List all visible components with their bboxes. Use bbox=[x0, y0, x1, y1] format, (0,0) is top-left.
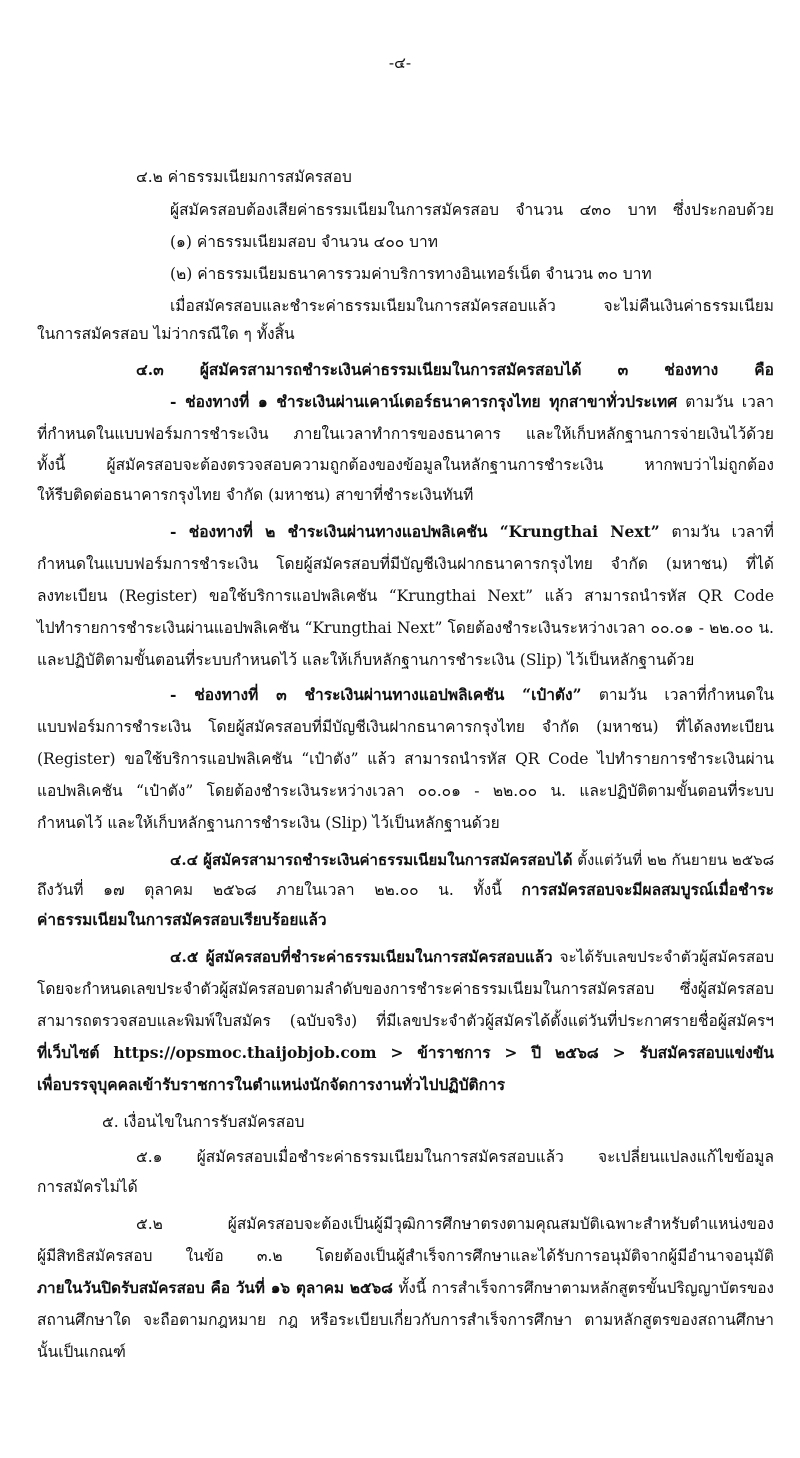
fee-item-2: (๒) ค่าธรรมเนียมธนาคารรวมค่าบริการทางอินเทอร์เน็ต จำนวน ๓๐ บาท bbox=[170, 265, 652, 283]
channel-3-line-3: (Register) ขอใช้บริการแอปพลิเคชัน “เป๋าตัง” แล้ว สามารถนำรหัส QR Code ไปทำรายการชำระเงินผ่าน bbox=[37, 750, 774, 768]
condition-5-1-line-2: การสมัครไม่ได้ bbox=[37, 1178, 138, 1196]
channel-3-line-5: กำหนดไว้ และให้เก็บหลักฐานการชำระเงิน (Slip) ไว้เป็นหลักฐานด้วย bbox=[37, 814, 500, 832]
channel-3-line-4: แอปพลิเคชัน “เป๋าตัง” โดยต้องชำระเงินระหว่างเวลา ๐๐.๐๑ - ๒๒.๐๐ น. และปฏิบัติตามขั้นตอนที่ระบบ bbox=[37, 782, 774, 800]
channel-2-title: - ช่องทางที่ ๒ ชำระเงินผ่านทางแอปพลิเคชัน “Krungthai Next” bbox=[170, 522, 660, 541]
payment-channels-heading: ๔.๓ ผู้สมัครสามารถชำระเงินค่าธรรมเนียมในการสมัครสอบได้ ๓ ช่องทาง คือ bbox=[136, 360, 774, 379]
channel-2-intro-rest: ตามวัน เวลาที่ bbox=[659, 523, 774, 541]
refund-line-1: เมื่อสมัครสอบและชำระค่าธรรมเนียมในการสมัครสอบแล้ว จะไม่คืนเงินค่าธรรมเนียม bbox=[170, 297, 774, 315]
channel-1-intro-rest: ตามวัน เวลา bbox=[677, 393, 774, 411]
refund-line-2: ในการสมัครสอบ ไม่ว่ากรณีใด ๆ ทั้งสิ้น bbox=[37, 325, 295, 343]
channel-2-line-2: กำหนดในแบบฟอร์มการชำระเงิน โดยผู้สมัครสอบที่มีบัญชีเงินฝากธนาคารกรุงไทย จำกัด (มหาชน) ที่ได้ bbox=[37, 555, 774, 573]
applicant-number-line-3: สามารถตรวจสอบและพิมพ์ใบสมัคร (ฉบับจริง) ที่มีเลขประจำตัวผู้สมัครได้ตั้งแต่วันที่ประกาศรายชื่อผู้สมัครฯ bbox=[37, 1012, 774, 1030]
payment-period-dates: ตั้งแต่วันที่ ๒๒ กันยายน ๒๕๖๘ bbox=[572, 851, 775, 869]
graduation-note: ทั้งนี้ การสำเร็จการศึกษาตามหลักสูตรขั้นปริญญาบัตรของ bbox=[392, 1279, 774, 1297]
channel-2-line-3: ลงทะเบียน (Register) ขอใช้บริการแอปพลิเคชัน “Krungthai Next” แล้ว สามารถนำรหัส QR Code bbox=[37, 587, 774, 605]
channel-3-intro-rest: ตามวัน เวลาที่กำหนดใน bbox=[581, 686, 774, 704]
fee-heading: ๔.๒ ค่าธรรมเนียมการสมัครสอบ bbox=[136, 168, 352, 186]
fee-intro: ผู้สมัครสอบต้องเสียค่าธรรมเนียมในการสมัครสอบ จำนวน ๔๓๐ บาท ซึ่งประกอบด้วย bbox=[170, 201, 774, 219]
condition-5-1-line-1: ๕.๑ ผู้สมัครสอบเมื่อชำระค่าธรรมเนียมในการสมัครสอบแล้ว จะเปลี่ยนแปลงแก้ไขข้อมูล bbox=[136, 1148, 774, 1166]
conditions-heading: ๕. เงื่อนไขในการรับสมัครสอบ bbox=[102, 1113, 305, 1131]
page-number: -๔- bbox=[388, 54, 412, 72]
channel-2-line-4: ไปทำรายการชำระเงินผ่านแอปพลิเคชัน “Krungthai Next” โดยต้องชำระเงินระหว่างเวลา ๐๐.๐๑ - ๒๒.๐๐ น. bbox=[37, 619, 774, 637]
channel-1-line-3: ทั้งนี้ ผู้สมัครสอบจะต้องตรวจสอบความถูกต้องของข้อมูลในหลักฐานการชำระเงิน หากพบว่าไม่ถูกต้อง bbox=[37, 456, 774, 474]
condition-5-2-line-3 bbox=[37, 1277, 774, 1299]
condition-5-2-line-5: นั้นเป็นเกณฑ์ bbox=[37, 1343, 126, 1361]
payment-period-line-3: ค่าธรรมเนียมในการสมัครสอบเรียบร้อยแล้ว bbox=[37, 910, 327, 929]
payment-period-line-2 bbox=[37, 879, 774, 901]
channel-2-line-1 bbox=[170, 521, 774, 543]
applicant-number-title: ๔.๕ ผู้สมัครสอบที่ชำระค่าธรรมเนียมในการสมัครสอบแล้ว bbox=[170, 948, 553, 966]
position-title: เพื่อบรรจุบุคคลเข้ารับราชการในตำแหน่งนักจัดการงานทั่วไปปฏิบัติการ bbox=[37, 1075, 506, 1094]
website-path: ที่เว็บไซต์ https://opsmoc.thaijobjob.com > ข้าราชการ > ปี ๒๕๖๘ > รับสมัครสอบแข่งขัน bbox=[37, 1043, 774, 1062]
channel-1-line-2: ที่กำหนดในแบบฟอร์มการชำระเงิน ภายในเวลาทำการของธนาคาร และให้เก็บหลักฐานการจ่ายเงินไว้ด้วย bbox=[37, 425, 774, 443]
channel-1-line-1 bbox=[170, 391, 774, 413]
channel-1-title: - ช่องทางที่ ๑ ชำระเงินผ่านเคาน์เตอร์ธนาคารกรุงไทย ทุกสาขาทั่วประเทศ bbox=[170, 392, 678, 411]
payment-period-deadline: ถึงวันที่ ๑๗ ตุลาคม ๒๕๖๘ ภายในเวลา ๒๒.๐๐ น. ทั้งนี้ bbox=[37, 881, 522, 899]
applicant-number-line-2: โดยจะกำหนดเลขประจำตัวผู้สมัครสอบตามลำดับของการชำระค่าธรรมเนียมในการสมัครสอบ ซึ่งผู้สมัครสอบ bbox=[37, 980, 774, 998]
applicant-number-line-1 bbox=[170, 946, 774, 968]
applicant-number-rest: จะได้รับเลขประจำตัวผู้สมัครสอบ bbox=[552, 948, 774, 966]
condition-5-2-line-1: ๕.๒ ผู้สมัครสอบจะต้องเป็นผู้มีวุฒิการศึกษาตรงตามคุณสมบัติเฉพาะสำหรับตำแหน่งของ bbox=[136, 1215, 774, 1233]
condition-5-2-line-2: ผู้มีสิทธิสมัครสอบ ในข้อ ๓.๒ โดยต้องเป็นผู้สำเร็จการศึกษาและได้รับการอนุมัติจากผู้มีอำนาจอนุมัติ bbox=[37, 1247, 774, 1265]
closing-date: ภายในวันปิดรับสมัครสอบ คือ วันที่ ๑๖ ตุลาคม ๒๕๖๘ bbox=[37, 1279, 393, 1297]
payment-completion-note: การสมัครสอบจะมีผลสมบูรณ์เมื่อชำระ bbox=[521, 880, 774, 899]
condition-5-2-line-4: สถานศึกษาใด จะถือตามกฎหมาย กฎ หรือระเบียบเกี่ยวกับการสำเร็จการศึกษา ตามหลักสูตรของสถานศึกษา bbox=[37, 1311, 774, 1329]
payment-period-line-1 bbox=[170, 849, 774, 871]
payment-period-title: ๔.๔ ผู้สมัครสามารถชำระเงินค่าธรรมเนียมในการสมัครสอบได้ bbox=[170, 851, 573, 869]
channel-3-title: - ช่องทางที่ ๓ ชำระเงินผ่านทางแอปพลิเคชัน “เป๋าตัง” bbox=[170, 685, 582, 704]
channel-3-line-1 bbox=[170, 684, 774, 706]
fee-item-1: (๑) ค่าธรรมเนียมสอบ จำนวน ๔๐๐ บาท bbox=[170, 233, 438, 251]
channel-1-line-4: ให้รีบติดต่อธนาคารกรุงไทย จำกัด (มหาชน) สาขาที่ชำระเงินทันที bbox=[37, 486, 474, 504]
channel-2-line-5: และปฏิบัติตามขั้นตอนที่ระบบกำหนดไว้ และให้เก็บหลักฐานการชำระเงิน (Slip) ไว้เป็นหลักฐานด้วย bbox=[37, 651, 695, 669]
channel-3-line-2: แบบฟอร์มการชำระเงิน โดยผู้สมัครสอบที่มีบัญชีเงินฝากธนาคารกรุงไทย จำกัด (มหาชน) ที่ได้ลงทะเบียน bbox=[37, 718, 774, 736]
